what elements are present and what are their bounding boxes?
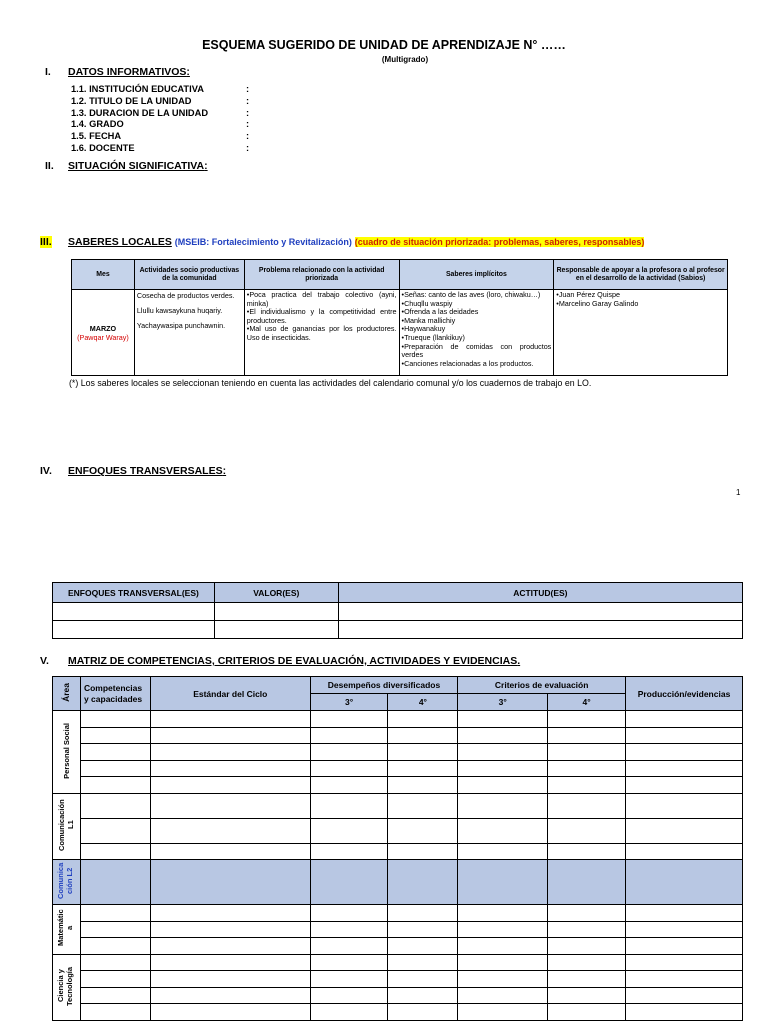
document-title: ESQUEMA SUGERIDO DE UNIDAD DE APRENDIZAJE N° …… — [202, 38, 566, 52]
datos-label: 1.3. DURACION DE LA UNIDAD — [71, 107, 209, 118]
header-responsable: Responsable de apoyar a la profesora o al profesor en el desarrollo de la actividad (Sabios) — [554, 260, 728, 290]
datos-item — [71, 131, 250, 143]
datos-colon: : — [246, 131, 250, 142]
table-row — [53, 938, 743, 955]
saberes-table — [71, 259, 728, 376]
saberes-note: (*) Los saberes locales se seleccionan teniendo en cuenta las actividades del calendario comunal y/o los cuadernos de trabajo en LO. — [69, 378, 592, 388]
header-estandar: Estándar del Ciclo — [150, 677, 310, 711]
datos-label: 1.1. INSTITUCIÓN EDUCATIVA — [71, 84, 204, 94]
table-row — [53, 971, 743, 988]
actividades-cell — [134, 290, 244, 376]
header-desempenos: Desempeños diversificados — [310, 677, 458, 694]
header-grade-4: 4° — [388, 694, 458, 711]
section-number: I. — [45, 66, 51, 78]
section-number: V. — [40, 655, 49, 667]
section-matriz — [40, 655, 760, 669]
header-problema: Problema relacionado con la actividad priorizada — [244, 260, 399, 290]
table-row — [53, 905, 743, 922]
saberes-cell — [399, 290, 554, 376]
responsable-item: • Marcelino Garay Galindo — [556, 300, 725, 309]
area-ciencia-tecnologia: Ciencia y Tecnología — [53, 954, 81, 1020]
area-matematica: Matemátic a — [53, 905, 81, 955]
table-row — [53, 818, 743, 843]
datos-colon: : — [246, 142, 250, 153]
datos-label: 1.5. FECHA — [71, 131, 122, 142]
problema-item: • Mal uso de ganancias por los productores. Uso de insecticidas. — [247, 325, 397, 342]
table-row — [53, 860, 743, 905]
section-suffix: : — [204, 160, 208, 172]
responsables-cell — [554, 290, 728, 376]
datos-item — [71, 107, 250, 120]
header-grade-3: 3° — [458, 694, 548, 711]
datos-item — [71, 84, 250, 96]
datos-colon: : — [246, 107, 250, 118]
table-row — [53, 843, 743, 860]
table-row — [53, 711, 743, 728]
area-comunicacion-l1: Comunicación L1 — [53, 793, 81, 860]
month-local-name: (Pawqar Waray) — [77, 332, 129, 342]
section-number: IV. — [40, 465, 52, 477]
area-comunicacion-l2: Comunica ción L2 — [53, 860, 81, 905]
document-subtitle: (Multigrado) — [381, 55, 429, 64]
problemas-cell — [244, 290, 399, 376]
table-row — [53, 603, 743, 621]
table-row — [53, 793, 743, 818]
header-produccion: Producción/evidencias — [626, 677, 743, 711]
problema-item: • El individualismo y la competitividad entre productores. — [247, 308, 397, 325]
area-personal-social: Personal Social — [53, 711, 81, 794]
header-valores: VALOR(ES) — [214, 583, 338, 603]
section-suffix: : — [186, 66, 190, 78]
datos-colon: : — [246, 95, 250, 106]
month-name: MARZO — [89, 323, 117, 333]
actividad-item: Cosecha de productos verdes. — [136, 291, 235, 300]
datos-colon: : — [246, 84, 250, 94]
datos-item — [71, 95, 250, 108]
section-situacion-significativa — [45, 160, 345, 174]
section-suffix: . — [517, 655, 521, 667]
saber-item: • Manka mallichiy — [402, 317, 552, 326]
datos-item — [71, 119, 250, 131]
saber-item: • Señas: canto de las aves (loro, chiwaku…) — [402, 291, 552, 300]
header-actividades: Actividades socio productivas de la comunidad — [134, 260, 244, 290]
actividad-item: Yachaywasipa punchawnin. — [136, 321, 226, 330]
header-enfoques: ENFOQUES TRANSVERSAL(ES) — [53, 583, 215, 603]
header-actitudes: ACTITUD(ES) — [338, 583, 742, 603]
saber-item: • Haywanakuy — [402, 325, 552, 334]
table-row — [53, 621, 743, 639]
header-grade-3: 3° — [310, 694, 388, 711]
table-row — [53, 921, 743, 938]
responsable-item: • Juan Pérez Quispe — [556, 291, 725, 300]
enfoques-table — [52, 582, 743, 639]
section-suffix: : — [222, 465, 227, 477]
section-enfoques-transversales — [40, 465, 340, 479]
actividad-item: Llullu kawsaykuna huqariy. — [136, 306, 223, 315]
datos-label: 1.4. GRADO — [71, 119, 124, 130]
section-label: ENFOQUES TRANSVERSALES — [68, 465, 223, 477]
section-label: DATOS INFORMATIVOS — [68, 66, 187, 78]
saber-item: • Preparación de comidas con productos verdes — [402, 343, 552, 360]
datos-label: 1.2. TITULO DE LA UNIDAD — [71, 95, 192, 106]
problema-item: • Poca practica del trabajo colectivo (ayni, minka) — [247, 291, 397, 308]
table-row — [53, 987, 743, 1004]
saber-item: • Canciones relacionadas a los productos. — [402, 360, 552, 369]
datos-list — [71, 84, 250, 155]
section-label: SITUACIÓN SIGNIFICATIVA — [68, 160, 205, 172]
table-row — [53, 777, 743, 794]
header-competencias: Competencias y capacidades — [80, 677, 150, 711]
header-grade-4: 4° — [548, 694, 626, 711]
datos-colon: : — [246, 119, 250, 130]
saber-item: • Ofrenda a las deidades — [402, 308, 552, 317]
table-row — [53, 1004, 743, 1021]
datos-item — [71, 142, 250, 155]
page-number: 1 — [736, 488, 741, 497]
section-number: III. — [40, 236, 52, 248]
month-cell — [72, 290, 135, 376]
section-subtitle-highlight: (cuadro de situación priorizada: problemas, saberes, responsables) — [354, 237, 645, 247]
section-label: MATRIZ DE COMPETENCIAS, CRITERIOS DE EVALUACIÓN, ACTIVIDADES Y EVIDENCIAS — [68, 655, 518, 667]
table-row — [53, 760, 743, 777]
datos-label: 1.6. DOCENTE — [71, 142, 135, 153]
saber-item: • Chuqllu waspiy — [402, 300, 552, 309]
header-area: Área — [53, 677, 81, 711]
matriz-table — [52, 676, 743, 1021]
header-criterios: Criterios de evaluación — [458, 677, 626, 694]
section-label: SABERES LOCALES — [68, 236, 172, 248]
table-row — [53, 744, 743, 761]
header-saberes: Saberes implícitos — [399, 260, 554, 290]
section-datos-informativos — [45, 66, 345, 80]
header-mes: Mes — [72, 260, 135, 290]
section-subtitle-blue: (MSEIB: Fortalecimiento y Revitalización) — [174, 237, 352, 247]
table-row — [53, 727, 743, 744]
table-row — [53, 954, 743, 971]
section-saberes-locales — [40, 236, 760, 250]
section-number: II. — [45, 160, 54, 172]
saber-item: • Trueque (llankikuy) — [402, 334, 552, 343]
